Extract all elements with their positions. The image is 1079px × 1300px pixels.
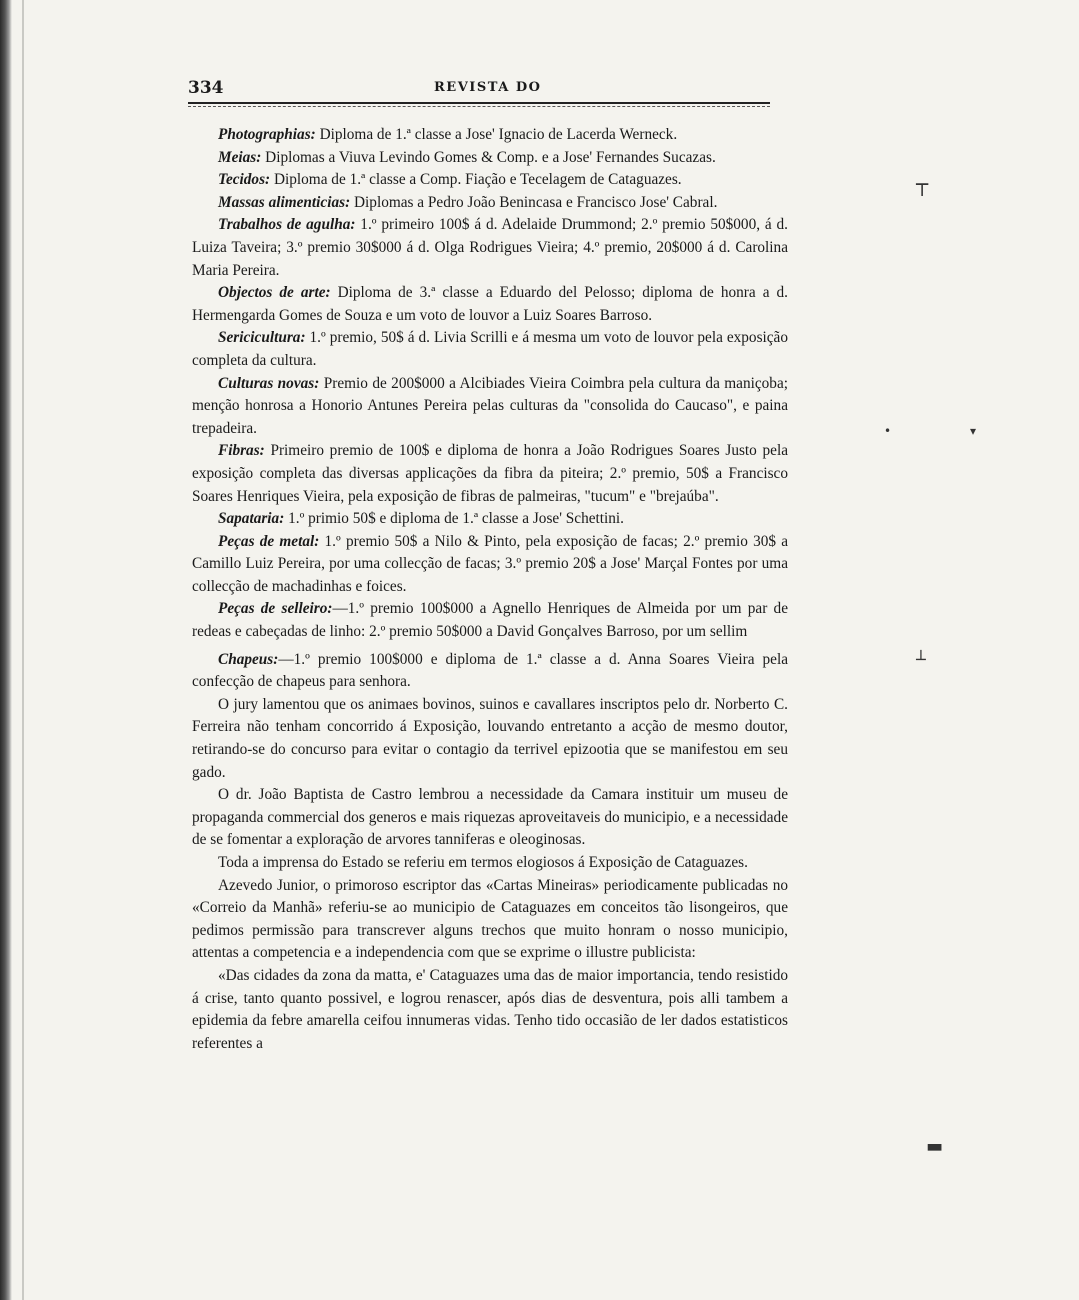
paragraph: [192, 192, 788, 215]
page-number: 334: [188, 78, 224, 98]
paragraph: [192, 875, 788, 965]
paragraph-lead: Peças de metal:: [218, 532, 320, 550]
paragraph-text: Diplomas a Viuva Levindo Gomes & Comp. e a Jose' Fernandes Sucazas.: [261, 148, 716, 166]
paragraph: [192, 531, 788, 599]
paragraph-text: Diploma de 1.ª classe a Comp. Fiação e Tecelagem de Cataguazes.: [270, 171, 682, 189]
paragraph-lead: Sapataria:: [218, 510, 285, 528]
paragraph-text: 1.º premio 50$ a Nilo & Pinto, pela exposição de facas; 2.º premio 30$ a Camillo Luiz Pereira, por uma collecção de facas; 3.º premio 20$ a Jose' Marçal Fontes por uma collecção de machadinhas e foices.: [192, 532, 789, 595]
paragraph-text: O dr. João Baptista de Castro lembrou a necessidade da Camara instituir um museu de propaganda commercial dos generos e mais riquezas aproveitaveis do municipio, e a necessidade de se fomentar a exploração de arvores tanniferas e oleoginosas.: [192, 786, 788, 849]
margin-mark: ┬: [916, 172, 929, 196]
paragraph-text: O jury lamentou que os animaes bovinos, suinos e cavallares inscriptos pelo dr. Norberto C. Ferreira não tenham concorrido á Exposição, louvando entretanto a acção de mesmo doutor, retirando-se do concurso para evitar o contagio da terrivel epizootia que se manifestou em seu gado.: [192, 695, 788, 781]
paragraph-lead: Sericicultura:: [218, 329, 306, 347]
paragraph-text: —1.º premio 100$000 a Agnello Henriques de Almeida por um par de redeas e cabeçadas de linho: 2.º premio 50$000 a David Gonçalves Barroso, por um sellim: [192, 600, 788, 641]
paragraph-text: Azevedo Junior, o primoroso escriptor das «Cartas Mineiras» periodicamente publicadas no «Correio da Manhã» referiu-se ao municipio de Cataguazes em conceitos tão lisongeiros, que pedimos permissão para transcrever alguns trechos que muito honram o nosso municipio, attentas a competencia e a independencia com que se exprime o illustre publicista:: [192, 876, 788, 962]
page-header: [188, 72, 770, 102]
header-rule: [188, 102, 770, 104]
header-rule-dashed: [188, 106, 770, 107]
paragraph: [192, 508, 788, 531]
paragraph-lead: Chapeus:: [218, 650, 279, 668]
paragraph-text: Toda a imprensa do Estado se referiu em termos elogiosos á Exposição de Cataguazes.: [218, 854, 748, 871]
paragraph-lead: Massas alimenticias:: [218, 193, 351, 211]
paragraph-text: Primeiro premio de 100$ e diploma de honra a João Rodrigues Soares Justo pela exposição completa das diversas applicações da fibra da piteira; 2.º premio, 50$ a Francisco Soares Henriques Vieira, pela exposição de fibras de palmeiras, "tucum" e "brejaúba".: [192, 442, 788, 505]
paragraph: [192, 784, 788, 852]
paragraph: [192, 282, 788, 327]
paragraph-lead: Photographias:: [218, 126, 316, 143]
paragraph: [192, 649, 788, 694]
paragraph-text: 1.º primeiro 100$ á d. Adelaide Drummond; 2.º premio 50$000, á d. Luiza Taveira; 3.º premio 30$000 á d. Olga Rodrigues Vieira; 4.º premio, 20$000 á d. Carolina Maria Pereira.: [192, 216, 788, 279]
paragraph: [192, 124, 788, 147]
paragraph: [192, 598, 788, 643]
paragraph-text: Premio de 200$000 a Alcibiades Vieira Coimbra pela cultura da maniçoba; menção honrosa a Honorio Antunes Pereira pelas culturas da "consolida do Caucaso", e paina trepadeira.: [192, 374, 788, 437]
paragraph: [192, 214, 788, 282]
paragraph-text: Diplomas a Pedro João Benincasa e Francisco Jose' Cabral.: [350, 193, 718, 211]
paragraph-lead: Objectos de arte:: [218, 284, 331, 302]
paragraph-lead: Fibras:: [218, 442, 265, 460]
paragraph-lead: Trabalhos de agulha:: [218, 216, 356, 234]
paragraph-text: 1.º primio 50$ e diploma de 1.ª classe a Jose' Schettini.: [284, 510, 624, 528]
paragraph-lead: Tecidos:: [218, 171, 271, 189]
paragraph-text: 1.º premio, 50$ á d. Livia Scrilli e á mesma um voto de louvor pela exposição completa da cultura.: [192, 329, 788, 369]
page-margin-shadow: [22, 0, 24, 1300]
paragraph-text: Diploma de 3.ª classe a Eduardo del Pelosso; diploma de honra a d. Hermengarda Gomes de Souza e um voto de louvor a Luiz Soares Barroso.: [192, 284, 788, 324]
margin-mark: •: [884, 424, 892, 438]
paragraph: [192, 694, 788, 784]
paragraph-lead: Meias:: [218, 148, 262, 166]
paragraph: [192, 440, 788, 508]
paragraph-lead: Culturas novas:: [218, 374, 320, 392]
running-title: REVISTA DO: [434, 80, 542, 95]
paragraph-text: —1.º premio 100$000 e diploma de 1.ª classe a d. Anna Soares Vieira pela confecção de chapeus para senhora.: [192, 650, 788, 691]
paragraph: [192, 965, 788, 1055]
paragraph: [192, 169, 788, 192]
article-body: [192, 124, 788, 1055]
paragraph: [192, 852, 788, 875]
paragraph: [192, 327, 788, 372]
paragraph-text: Diploma de 1.ª classe a Jose' Ignacio de Lacerda Werneck.: [315, 126, 678, 143]
paragraph: [192, 373, 788, 441]
paragraph-lead: Peças de selleiro:: [218, 600, 333, 618]
margin-mark: ▾: [970, 424, 977, 438]
paragraph: [192, 147, 788, 170]
margin-mark: ┴: [916, 650, 926, 669]
paragraph-text: «Das cidades da zona da matta, e' Cataguazes uma das de maior importancia, tendo resistido á crise, tanto quanto possivel, e logrou renascer, após dias de desventura, pois alli tambem a epidemia da febre amarella ceifou innumeras vidas. Tenho tido occasião de ler dados estatisticos referentes a: [192, 966, 788, 1052]
margin-mark: ▬: [926, 1136, 944, 1157]
book-spine-edge: [0, 0, 12, 1300]
